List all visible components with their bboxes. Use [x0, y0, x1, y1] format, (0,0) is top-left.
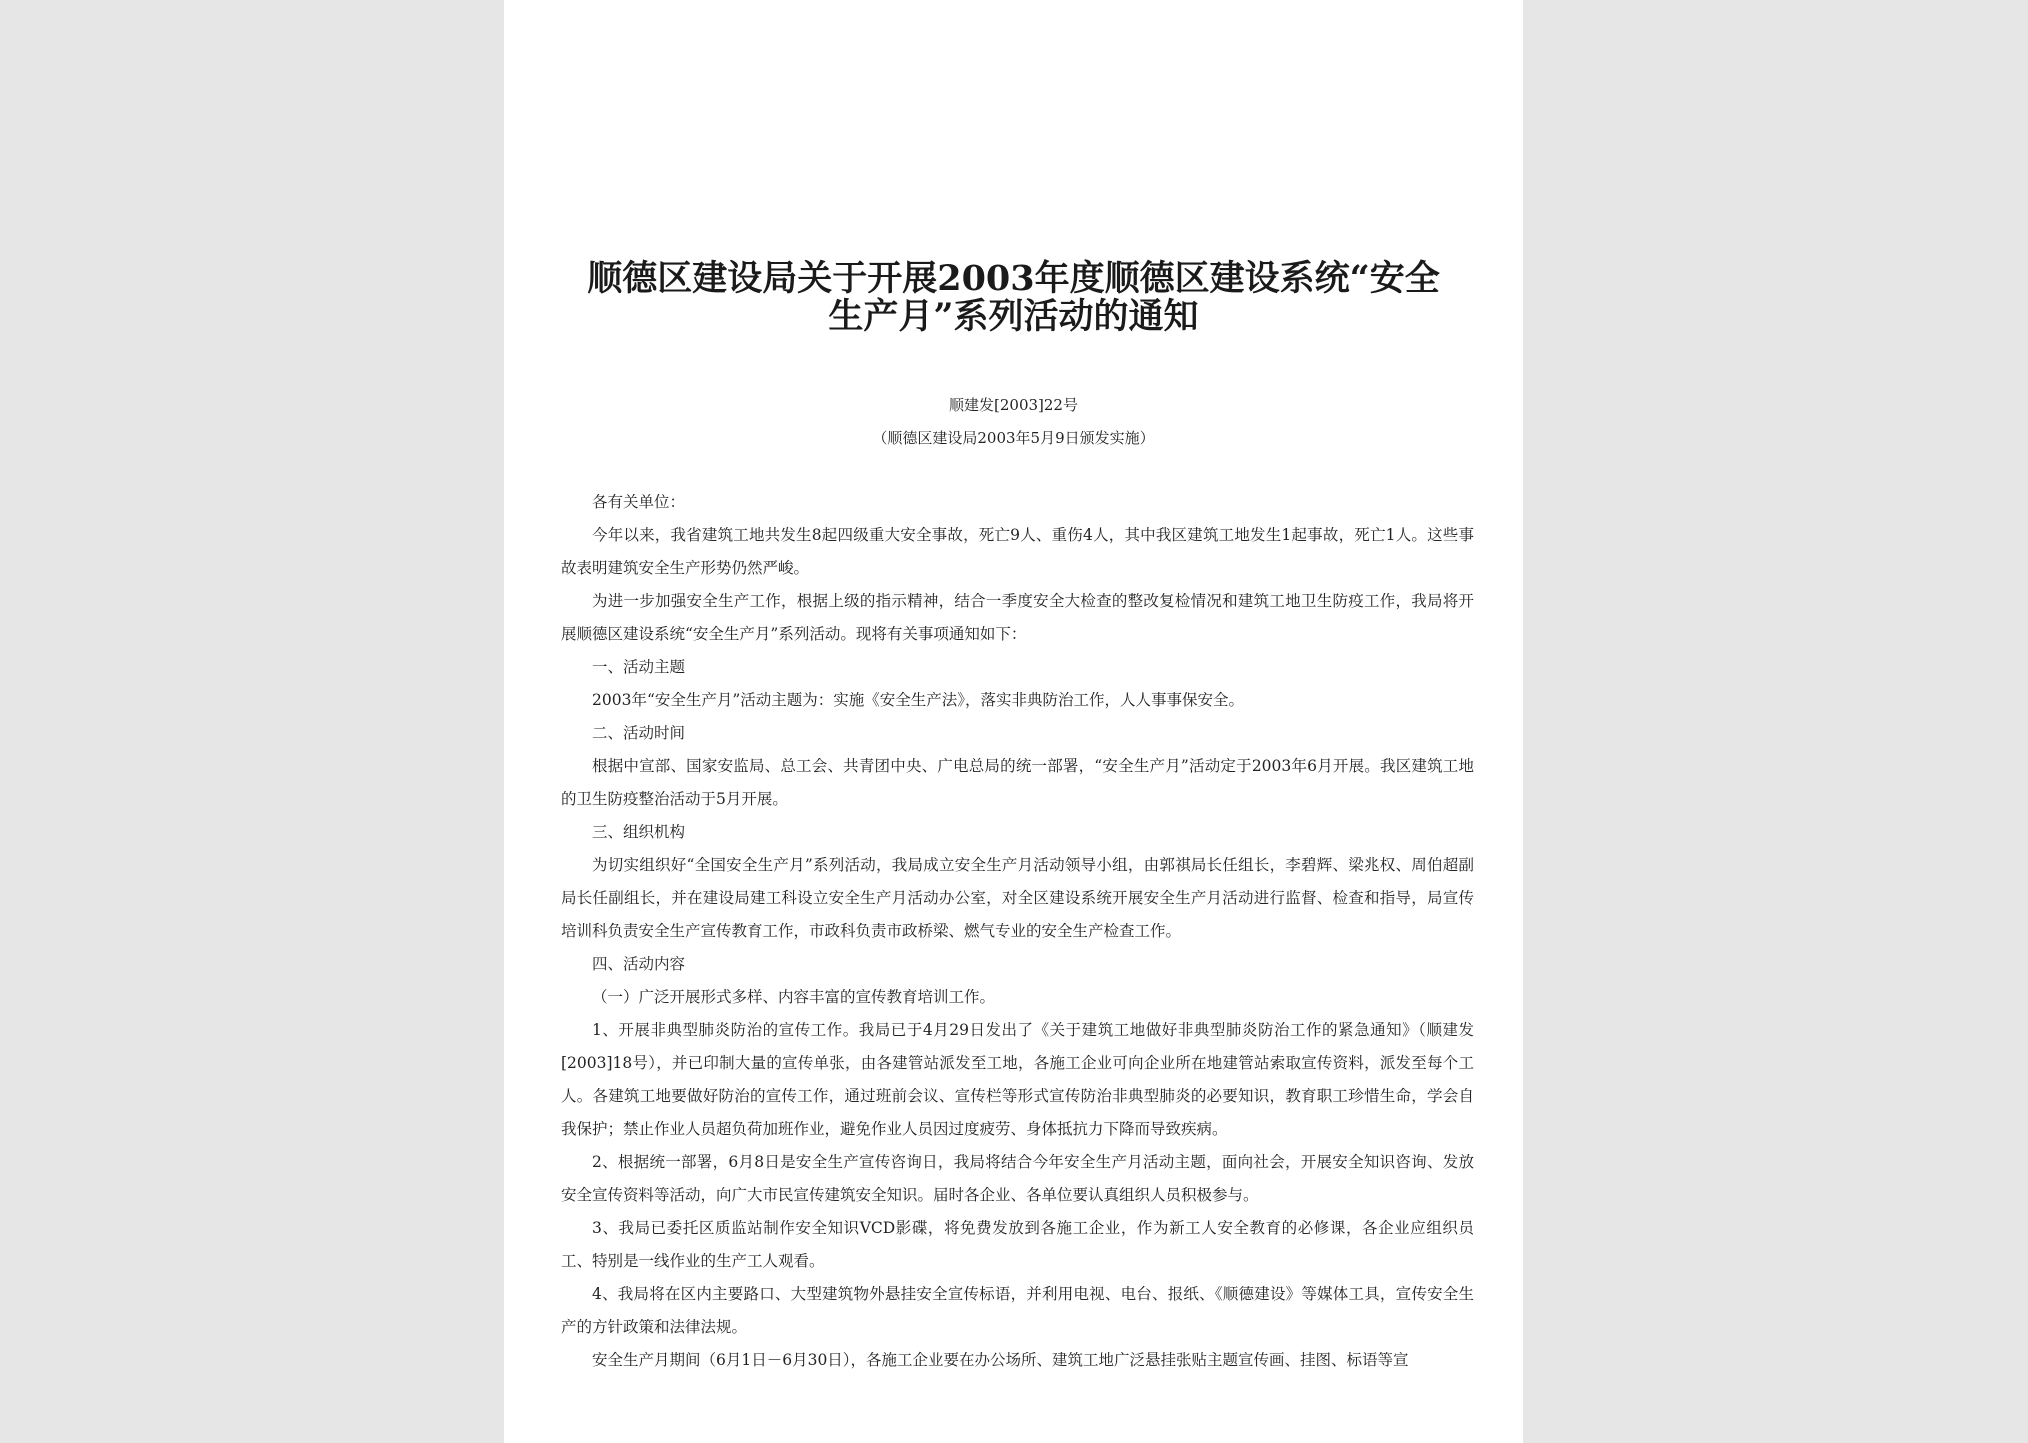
document-title-line-1: 顺德区建设局关于开展2003年度顺德区建设系统“安全	[587, 258, 1440, 299]
paragraph: 1、开展非典型肺炎防治的宣传工作。我局已于4月29日发出了《关于建筑工地做好非典型肺炎防治工作的紧急通知》（顺建发[2003]18号），并已印制大量的宣传单张，由各建管站派发至工地，各施工企业可向企业所在地建管站索取宣传资料，派发至每个工人。各建筑工地要做好防治的宣传工作，通过班前会议、宣传栏等形式宣传防治非典型肺炎的必要知识，教育职工珍惜生命，学会自我保护；禁止作业人员超负荷加班作业，避免作业人员因过度疲劳、身体抵抗力下降而导致疾病。	[561, 1021, 1474, 1138]
issued-note: （顺德区建设局2003年5月9日颁发实施）	[872, 429, 1155, 447]
paragraph: 今年以来，我省建筑工地共发生8起四级重大安全事故，死亡9人、重伤4人，其中我区建筑工地发生1起事故，死亡1人。这些事故表明建筑安全生产形势仍然严峻。	[561, 526, 1474, 577]
paragraph-addressee: 各有关单位：	[592, 493, 686, 511]
paragraph: 根据中宣部、国家安监局、总工会、共青团中央、广电总局的统一部署，“安全生产月”活动定于2003年6月开展。我区建筑工地的卫生防疫整治活动于5月开展。	[561, 757, 1474, 808]
section-heading: 一、活动主题	[592, 658, 686, 676]
paragraph: 安全生产月期间（6月1日－6月30日），各施工企业要在办公场所、建筑工地广泛悬挂张贴主题宣传画、挂图、标语等宣	[592, 1351, 1409, 1369]
subsection-heading: （一）广泛开展形式多样、内容丰富的宣传教育培训工作。	[592, 988, 996, 1006]
document-number: 顺建发[2003]22号	[949, 396, 1078, 414]
document-title	[584, 260, 1443, 336]
paragraph: 为进一步加强安全生产工作，根据上级的指示精神，结合一季度安全大检查的整改复检情况和建筑工地卫生防疫工作，我局将开展顺德区建设系统“安全生产月”系列活动。现将有关事项通知如下：	[561, 592, 1474, 643]
paragraph: 3、我局已委托区质监站制作安全知识VCD影碟，将免费发放到各施工企业，作为新工人安全教育的必修课，各企业应组织员工、特别是一线作业的生产工人观看。	[561, 1219, 1474, 1270]
document-page	[504, 0, 1523, 1443]
paragraph: 2003年“安全生产月”活动主题为：实施《安全生产法》，落实非典防治工作，人人事事保安全。	[592, 691, 1245, 709]
paragraph: 为切实组织好“全国安全生产月”系列活动，我局成立安全生产月活动领导小组，由郭祺局长任组长，李碧辉、梁兆权、周伯超副局长任副组长，并在建设局建工科设立安全生产月活动办公室，对全区建设系统开展安全生产月活动进行监督、检查和指导，局宣传培训科负责安全生产宣传教育工作，市政科负责市政桥梁、燃气专业的安全生产检查工作。	[561, 856, 1474, 940]
paragraph: 4、我局将在区内主要路口、大型建筑物外悬挂安全宣传标语，并利用电视、电台、报纸、《顺德建设》等媒体工具，宣传安全生产的方针政策和法律法规。	[561, 1285, 1474, 1336]
document-body	[561, 486, 1474, 1377]
document-title-line-2: 生产月”系列活动的通知	[828, 296, 1199, 337]
section-heading: 二、活动时间	[592, 724, 686, 742]
section-heading: 四、活动内容	[592, 955, 686, 973]
section-heading: 三、组织机构	[592, 823, 686, 841]
paragraph: 2、根据统一部署，6月8日是安全生产宣传咨询日，我局将结合今年安全生产月活动主题，面向社会，开展安全知识咨询、发放安全宣传资料等活动，向广大市民宣传建筑安全知识。届时各企业、各单位要认真组织人员积极参与。	[561, 1153, 1474, 1204]
